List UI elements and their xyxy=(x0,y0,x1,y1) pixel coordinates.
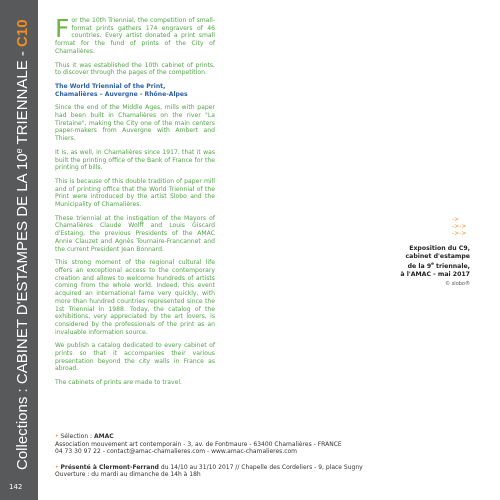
arrow-markers xyxy=(452,216,466,237)
photo-caption xyxy=(390,245,470,278)
catalog-paragraph: We publish a catalog dedicated to every cabinet of prints so that it accompanies their various presentation beyond the city walls in France as abroad. xyxy=(55,342,215,373)
contact-line: 04 73 30 97 22 - contact@amac-chamalieres.com - www.amac-chamalieres.com xyxy=(55,448,298,456)
selection-block xyxy=(55,433,475,456)
footer-info xyxy=(55,433,475,487)
caption-line: à l'AMAC - mai 2017 xyxy=(400,270,470,278)
vertical-title-svg xyxy=(0,0,38,500)
intro-paragraph-2: Thus it was established the 10th cabinet of prints, to discover through the pages of the competition. xyxy=(55,61,215,77)
arrow-marker: ->-> xyxy=(452,223,467,230)
presented-label: Présenté à Clermont-Ferrand xyxy=(60,463,159,471)
presented-block xyxy=(55,464,475,479)
vertical-title-text xyxy=(14,19,31,470)
bullet-icon: • xyxy=(55,463,59,471)
arrow-marker: ->-> xyxy=(452,230,467,237)
title-after: TRIENNALE - xyxy=(14,46,31,149)
caption-line: Exposition du C9, xyxy=(409,245,470,252)
bullet-icon: • xyxy=(55,433,59,440)
section-title-line2: Chamalières – Auvergne - Rhône-Alpes xyxy=(55,90,188,98)
caption-line: cabinet d'estampe xyxy=(405,252,470,260)
arrow-marker: -> xyxy=(452,216,460,223)
selection-label: Sélection : xyxy=(60,433,94,440)
photo-credit: © slobo® xyxy=(445,281,470,287)
title-prefix: Collections : xyxy=(14,384,31,470)
caption-l3-sup: e xyxy=(431,261,434,266)
title-main: CABINET D'ESTAMPES DE LA 10 xyxy=(14,153,31,385)
presented-rest: du 14/10 au 31/10 2017 // Chapelle des Cordeliers - 9, place Sugny xyxy=(158,463,363,471)
tradition-paragraph: This is because of this double tradition of paper mill and of printing office that the World Triennial of the Print were introduced by the artist Slobo and the Municipality of Chamalières. xyxy=(55,177,215,209)
section-title xyxy=(55,83,215,98)
mayors-paragraph: These triennial at the instigation of the Mayors of Chamalières Claude Wolff and Louis Giscard d'Estaing, the previous Presidents of the AMAC Annie Clauzet and Agnès Tournaire-Francannet and the current President Jean Bonnard. xyxy=(55,214,215,253)
title-code: C10 xyxy=(14,19,31,47)
page-number: 142 xyxy=(9,483,23,491)
address-line: Association mouvement art contemporain - 3, av. de Fontmaure - 63400 Chamalières - FRANCE xyxy=(55,440,342,448)
section-title-line1: The World Triennial of the Print, xyxy=(55,82,166,90)
travel-paragraph: The cabinets of prints are made to travel. xyxy=(55,379,182,387)
article-body xyxy=(55,14,215,393)
caption-line xyxy=(390,260,470,271)
selection-line xyxy=(55,433,475,441)
vertical-section-title xyxy=(0,0,38,500)
history-paragraph: Since the end of the Middle Ages, mills with paper had been built in Chamalières on the river "La Tiretaine", making the City one of the main centers paper-makers from Auvergne with Ambert and Thiers. xyxy=(55,104,215,143)
selection-value: AMAC xyxy=(93,433,114,440)
printing-paragraph: It is, as well, in Chamalières since 1917, that it was built the printing office of the Bank of France for the printing of bills. xyxy=(55,148,215,172)
intro-paragraph: For the 10th Triennial, the competition of small-format prints gathers 174 engravers of 46 countries. Every artist donated a print small format for the fund of prints of the City of Chamalières. xyxy=(55,14,215,55)
caption-l3-post: triennale, xyxy=(433,263,470,271)
presented-line xyxy=(55,464,475,472)
caption-l3-pre: de la 9 xyxy=(407,263,432,271)
moment-paragraph: This strong moment of the regional cultural life offers an exceptional access to the contemporary creation and allows to welcome hundreds of artists coming from the whole world. Indeed, this event acquired an international fame very quickly, with more than hundred countries represented since the 1st Triennial in 1988. Today, the catalog of the exhibitions, very appreciated by the art lovers, is considered by the professionals of the print as an invaluable information source. xyxy=(55,259,215,336)
title-sup: e xyxy=(14,148,24,154)
hours-line: Ouverture : du mardi au dimanche de 14h à 18h xyxy=(55,471,201,479)
